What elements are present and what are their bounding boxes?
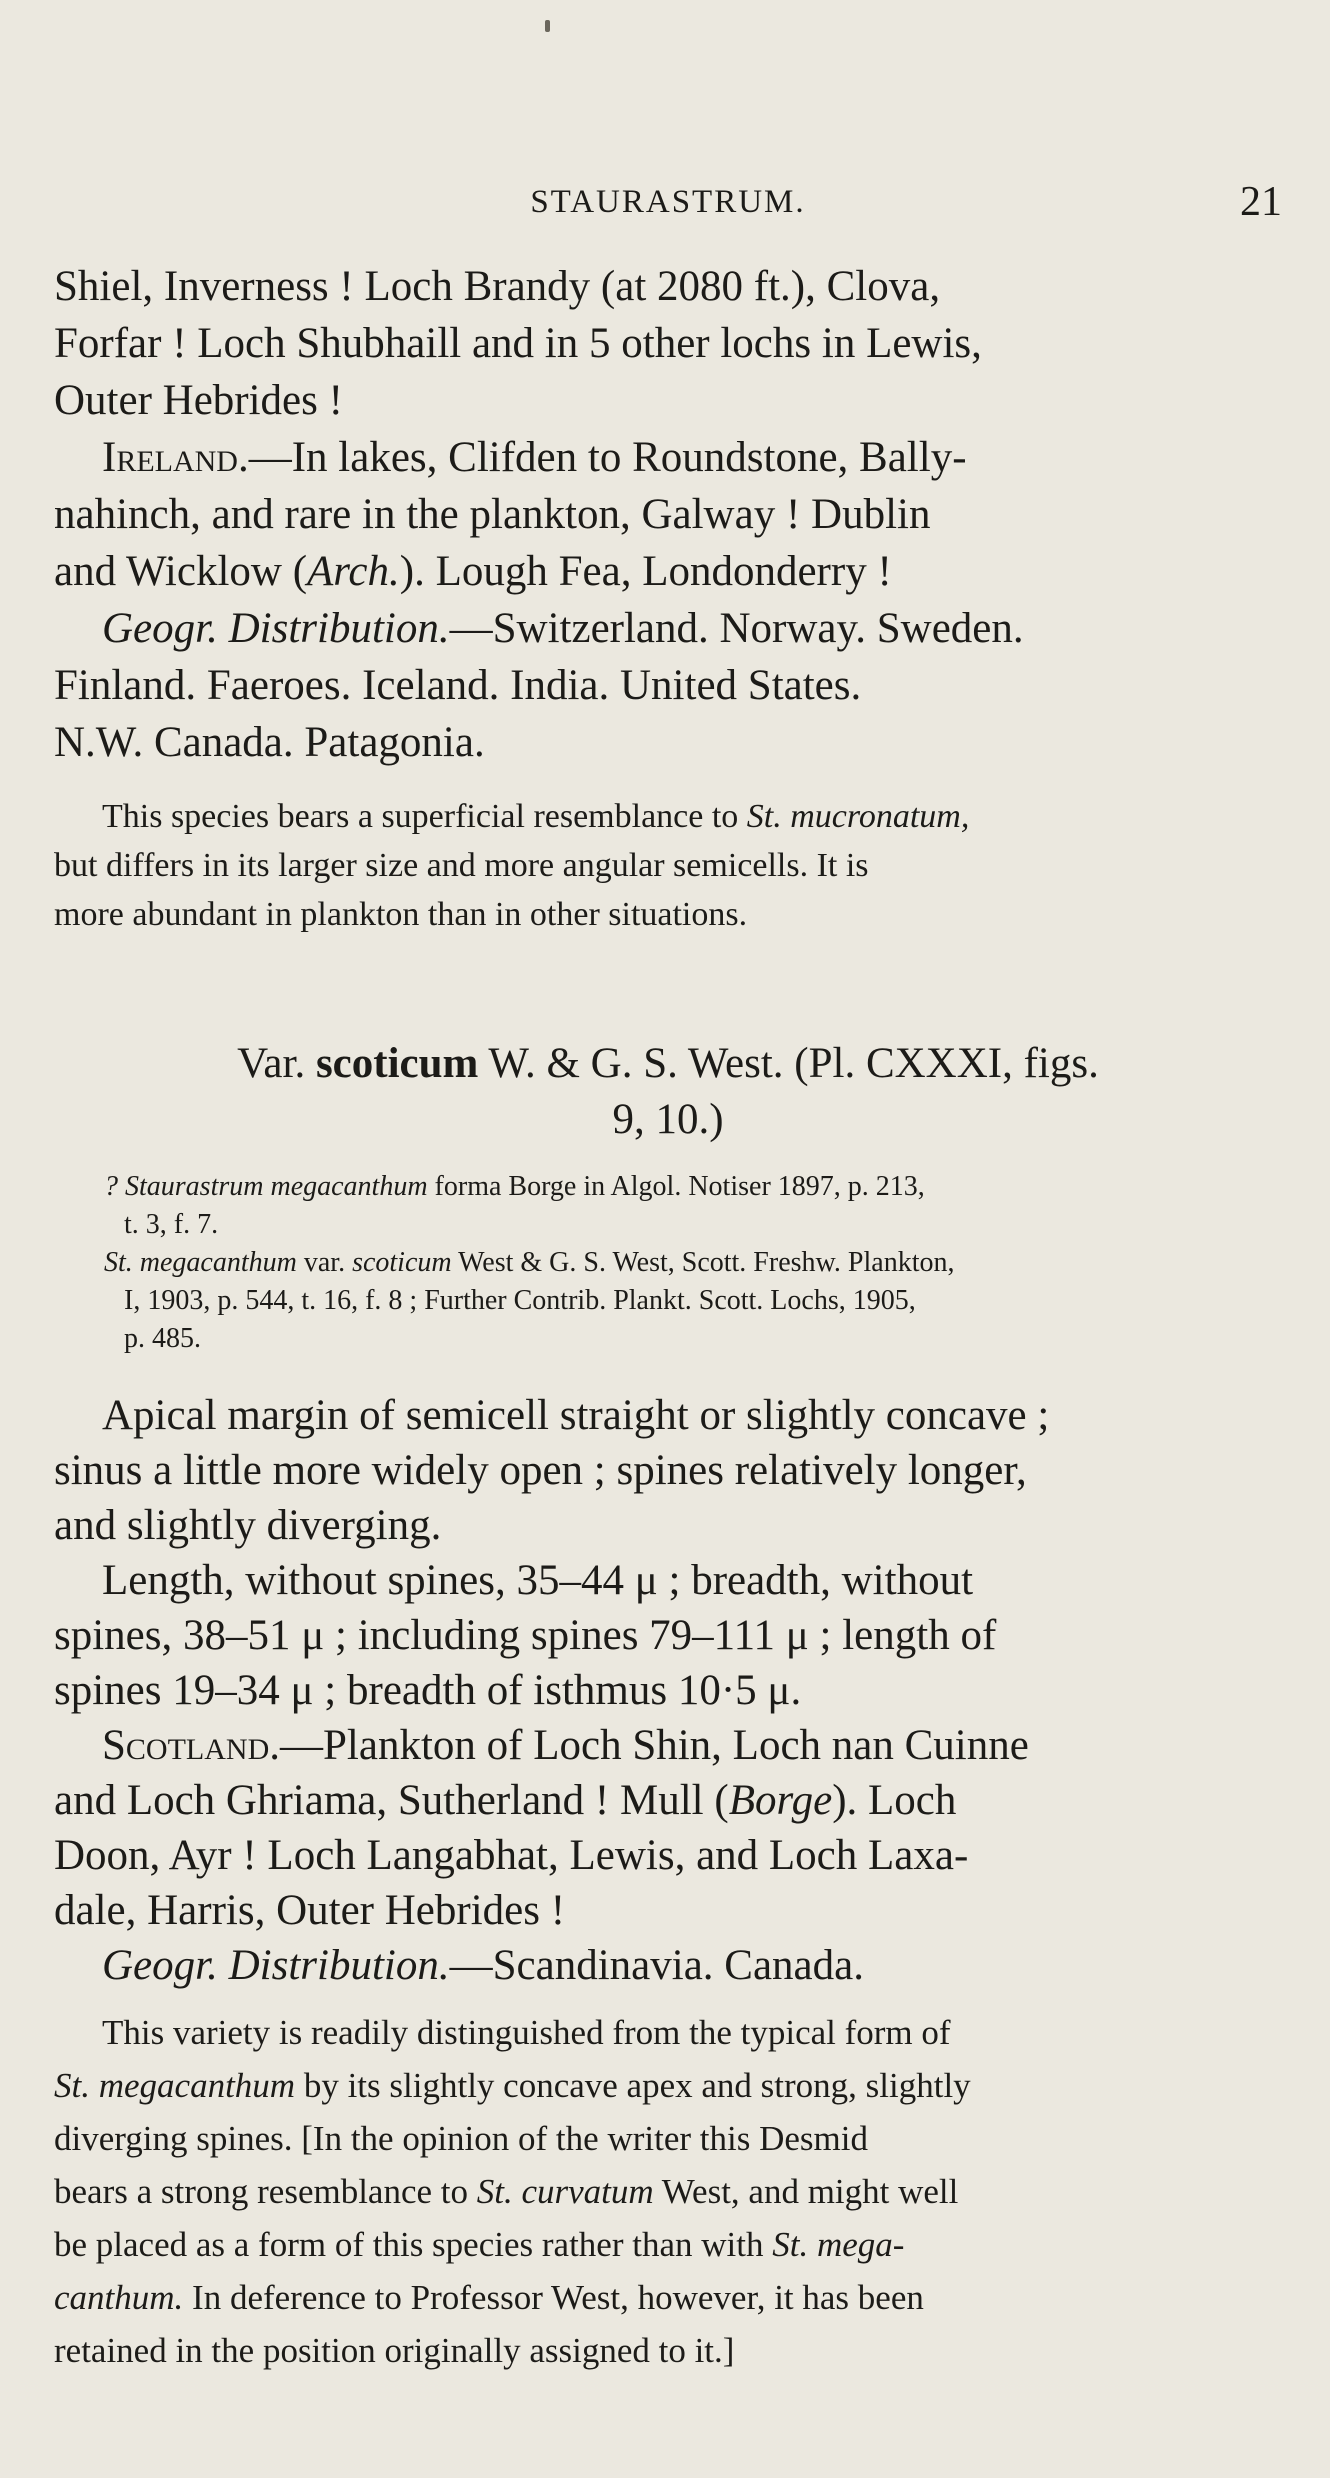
text-line	[54, 1663, 1282, 1718]
page-number: 21	[1240, 179, 1282, 225]
text-line	[54, 2059, 1282, 2112]
running-head	[54, 178, 1282, 228]
variety-name: scoticum	[315, 1040, 479, 1087]
species-name: St. megacanthum	[54, 2066, 296, 2105]
species-name: canthum.	[54, 2278, 184, 2317]
text-line	[54, 792, 1282, 841]
text-line	[54, 2165, 1282, 2218]
line-text: spines 19–34 μ ; breadth of isthmus 10·5 μ.	[54, 1667, 802, 1714]
distribution-paragraph	[54, 258, 1282, 771]
line-text: diverging spines. [In the opinion of the writer this Desmid	[54, 2119, 868, 2158]
line-text: more abundant in plankton than in other situations.	[54, 896, 748, 933]
authority-abbrev: Arch.	[307, 548, 400, 595]
text-line	[54, 486, 1282, 543]
line-text: bears a strong resemblance to	[54, 2172, 477, 2211]
line-text: West, and might well	[653, 2172, 959, 2211]
line-text: var.	[296, 1247, 353, 1278]
authority-name: Borge	[728, 1777, 833, 1824]
line-text: forma Borge in Algol. Notiser 1897, p. 213,	[427, 1171, 925, 1202]
text-line	[54, 1883, 1282, 1938]
text-line	[54, 1828, 1282, 1883]
variety-figures: 9, 10.)	[612, 1096, 724, 1143]
text-line	[54, 1443, 1282, 1498]
species-name: St. mucronatum,	[746, 798, 970, 835]
text-line	[54, 429, 1282, 486]
line-text: Apical margin of semicell straight or slightly concave ;	[102, 1392, 1050, 1439]
line-text: ). Loch	[832, 1777, 957, 1824]
text-line	[54, 1773, 1282, 1828]
line-text: .—In lakes, Clifden to Roundstone, Bally-	[237, 434, 967, 481]
line-text: retained in the position originally assigned to it.]	[54, 2331, 735, 2370]
line-text: I, 1903, p. 544, t. 16, f. 8 ; Further Contrib. Plankt. Scott. Lochs, 1905,	[124, 1285, 916, 1316]
text-line	[54, 1553, 1282, 1608]
line-text: t. 3, f. 7.	[124, 1209, 219, 1240]
synonym-name: ? Staurastrum megacanthum	[104, 1171, 428, 1202]
text-line	[54, 1282, 1282, 1320]
line-text: by its slightly concave apex and strong, slightly	[295, 2066, 971, 2105]
line-text: N.W. Canada. Patagonia.	[54, 719, 485, 766]
line-text: and Wicklow (	[54, 548, 308, 595]
line-text: .—Plankton of Loch Shin, Loch nan Cuinne	[269, 1722, 1029, 1769]
text-line	[54, 543, 1282, 600]
line-text: —Scandinavia. Canada.	[449, 1942, 864, 1989]
line-text: spines, 38–51 μ ; including spines 79–111 μ ; length of	[54, 1612, 997, 1659]
line-text: Outer Hebrides !	[54, 377, 343, 424]
text-line	[54, 714, 1282, 771]
geogr-distribution-label: Geogr. Distribution.	[102, 605, 450, 652]
line-text: Doon, Ayr ! Loch Langabhat, Lewis, and Loch Laxa-	[54, 1832, 969, 1879]
text-line	[54, 1320, 1282, 1358]
line-text: sinus a little more widely open ; spines relatively longer,	[54, 1447, 1027, 1494]
variety-note	[54, 2006, 1282, 2377]
line-text: Length, without spines, 35–44 μ ; breadth, without	[102, 1557, 974, 1604]
text-line	[54, 2112, 1282, 2165]
text-line	[54, 315, 1282, 372]
text-line	[54, 2324, 1282, 2377]
text-line	[54, 1718, 1282, 1773]
variety-heading	[54, 1036, 1282, 1148]
text-line	[54, 372, 1282, 429]
text-line	[54, 890, 1282, 939]
line-text: dale, Harris, Outer Hebrides !	[54, 1887, 566, 1934]
line-text: —Switzerland. Norway. Sweden.	[449, 605, 1024, 652]
description-paragraph	[54, 1388, 1282, 1993]
text-line	[54, 600, 1282, 657]
text-line	[54, 2271, 1282, 2324]
line-text: This species bears a superficial resemblance to	[102, 798, 747, 835]
line-text: Var.	[237, 1040, 316, 1087]
text-line	[54, 1388, 1282, 1443]
page-speck	[545, 20, 550, 32]
synonym-variety: scoticum	[352, 1247, 452, 1278]
text-line	[54, 1608, 1282, 1663]
line-text: Finland. Faeroes. Iceland. India. United States.	[54, 662, 862, 709]
text-line	[54, 2218, 1282, 2271]
text-line	[54, 657, 1282, 714]
line-text: Shiel, Inverness ! Loch Brandy (at 2080 ft.), Clova,	[54, 263, 941, 310]
species-name: St. curvatum	[476, 2172, 654, 2211]
geogr-distribution-label: Geogr. Distribution.	[102, 1942, 450, 1989]
text-line	[54, 841, 1282, 890]
synonym-entry	[54, 1244, 1282, 1282]
synonym-entry	[54, 1168, 1282, 1206]
region-label-scotland: Scotland	[102, 1722, 270, 1769]
line-text: and Loch Ghriama, Sutherland ! Mull (	[54, 1777, 729, 1824]
synonymy-list	[54, 1168, 1282, 1358]
line-text: and slightly diverging.	[54, 1502, 442, 1549]
region-label-ireland: Ireland	[102, 434, 238, 481]
running-head-title: STAURASTRUM.	[530, 184, 806, 220]
text-line	[54, 2006, 1282, 2059]
line-text: In deference to Professor West, however, it has been	[183, 2278, 924, 2317]
text-line	[54, 258, 1282, 315]
line-text: W. & G. S. West. (Pl. CXXXI, figs.	[478, 1040, 1099, 1087]
line-text: West & G. S. West, Scott. Freshw. Plankton,	[451, 1247, 955, 1278]
text-line	[54, 1938, 1282, 1993]
line-text: This variety is readily distinguished from the typical form of	[102, 2013, 951, 2052]
line-text: be placed as a form of this species rather than with	[54, 2225, 773, 2264]
line-text: ). Lough Fea, Londonderry !	[399, 548, 892, 595]
line-text: nahinch, and rare in the plankton, Galway ! Dublin	[54, 491, 931, 538]
variety-heading-line	[54, 1036, 1282, 1092]
species-name: St. mega-	[772, 2225, 905, 2264]
line-text: but differs in its larger size and more angular semicells. It is	[54, 847, 869, 884]
line-text: Forfar ! Loch Shubhaill and in 5 other lochs in Lewis,	[54, 320, 982, 367]
text-line	[54, 1498, 1282, 1553]
synonym-name: St. megacanthum	[104, 1247, 297, 1278]
species-note	[54, 792, 1282, 939]
text-line	[54, 1206, 1282, 1244]
line-text: p. 485.	[124, 1323, 201, 1354]
